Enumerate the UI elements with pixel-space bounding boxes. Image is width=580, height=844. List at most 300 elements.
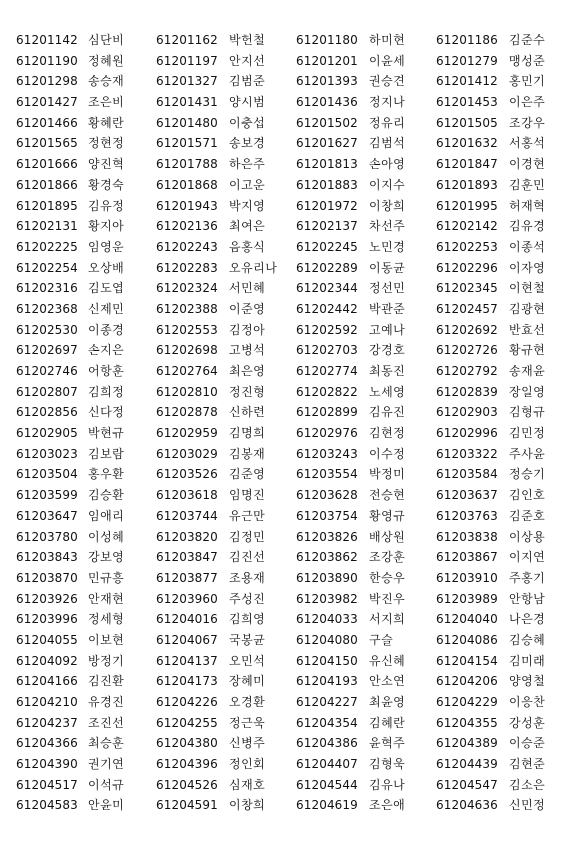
student-id: 61202726 <box>436 343 498 358</box>
student-name: 전승현 <box>369 488 406 503</box>
student-id: 61203838 <box>436 529 498 544</box>
student-name: 조용재 <box>229 570 266 585</box>
student-id: 61202253 <box>436 239 498 254</box>
student-name: 최동진 <box>369 364 406 378</box>
student-id: 61203322 <box>436 446 498 461</box>
student-id: 61204396 <box>156 757 218 772</box>
student-id: 61201571 <box>156 136 218 151</box>
student-id: 61202774 <box>296 364 358 378</box>
student-name: 이동균 <box>369 260 406 275</box>
student-id: 61203989 <box>436 591 498 606</box>
student-name: 최여은 <box>229 219 266 234</box>
student-name: 심단비 <box>88 33 125 47</box>
student-name: 심재호 <box>229 777 266 792</box>
student-id: 61203618 <box>156 488 218 503</box>
student-name: 이창희 <box>369 198 406 213</box>
student-id: 61204067 <box>156 632 218 647</box>
student-name: 맹성준 <box>509 53 546 68</box>
student-name: 주홍기 <box>509 570 546 585</box>
roster-row <box>0 237 580 258</box>
student-id: 61202697 <box>16 343 78 358</box>
student-id: 61201393 <box>296 74 358 89</box>
student-name: 이승준 <box>509 736 546 751</box>
student-id: 61202137 <box>296 219 358 234</box>
student-id: 61201788 <box>156 157 218 172</box>
student-name: 황지아 <box>88 219 125 234</box>
student-name: 이준영 <box>229 301 266 316</box>
student-name: 김광현 <box>509 301 546 316</box>
student-name: 정혜원 <box>88 53 125 68</box>
student-id: 61204237 <box>16 715 78 730</box>
student-name: 정근욱 <box>229 715 266 730</box>
student-name: 정현정 <box>88 136 125 151</box>
student-id: 61204526 <box>156 777 218 792</box>
student-id: 61201180 <box>296 33 358 47</box>
student-id: 61203029 <box>156 446 218 461</box>
student-name: 조강우 <box>509 115 546 130</box>
student-name: 노민경 <box>369 239 406 254</box>
student-id: 61201565 <box>16 136 78 151</box>
student-id: 61202592 <box>296 322 358 337</box>
roster-row <box>0 651 580 672</box>
student-name: 김진선 <box>229 550 266 565</box>
student-id: 61202553 <box>156 322 218 337</box>
student-id: 61202457 <box>436 301 498 316</box>
roster-row <box>0 527 580 548</box>
student-id: 61204619 <box>296 798 358 813</box>
roster-row <box>0 258 580 279</box>
student-name: 안재현 <box>88 591 125 606</box>
student-id: 61202142 <box>436 219 498 234</box>
student-name: 임영운 <box>88 239 125 254</box>
student-name: 안소연 <box>369 674 406 689</box>
student-name: 황규현 <box>509 343 546 358</box>
student-name: 정세형 <box>88 612 125 627</box>
student-name: 주사윤 <box>509 446 546 461</box>
roster-row <box>0 630 580 651</box>
student-id: 61201995 <box>436 198 498 213</box>
student-id: 61202324 <box>156 281 218 296</box>
roster-row <box>0 402 580 423</box>
student-name: 김정민 <box>229 529 266 544</box>
student-id: 61201453 <box>436 95 498 110</box>
student-id: 61204086 <box>436 632 498 647</box>
student-name: 노세영 <box>369 384 406 399</box>
student-id: 61204544 <box>296 777 358 792</box>
student-name: 구슬 <box>369 632 394 647</box>
student-name: 이석규 <box>88 777 125 792</box>
student-name: 임명진 <box>229 488 266 503</box>
student-id: 61204033 <box>296 612 358 627</box>
student-name: 김인호 <box>509 488 546 503</box>
student-id: 61201466 <box>16 115 78 130</box>
student-id: 61202296 <box>436 260 498 275</box>
student-name: 김범준 <box>229 74 266 89</box>
student-name: 주성진 <box>229 591 266 606</box>
roster-row <box>0 464 580 485</box>
student-name: 김준영 <box>229 467 266 482</box>
student-id: 61203780 <box>16 529 78 544</box>
student-name: 서홍석 <box>509 136 546 151</box>
student-id: 61202442 <box>296 301 358 316</box>
student-id: 61204055 <box>16 632 78 647</box>
student-name: 이창희 <box>229 798 266 813</box>
student-name: 정진형 <box>229 384 266 399</box>
student-id: 61203926 <box>16 591 78 606</box>
student-name: 김현정 <box>369 426 406 441</box>
roster-row <box>0 795 580 816</box>
roster-row <box>0 775 580 796</box>
student-id: 61201436 <box>296 95 358 110</box>
student-name: 이경현 <box>509 157 546 172</box>
student-name: 배상원 <box>369 529 406 544</box>
student-name: 박관준 <box>369 301 406 316</box>
student-id: 61204229 <box>436 695 498 709</box>
roster-row <box>0 154 580 175</box>
student-id: 61201327 <box>156 74 218 89</box>
student-name: 정승기 <box>509 467 546 482</box>
student-name: 박정미 <box>369 467 406 482</box>
student-name: 한승우 <box>369 570 406 585</box>
student-name: 양시범 <box>229 95 266 110</box>
student-id: 61202996 <box>436 426 498 441</box>
roster-row <box>0 175 580 196</box>
student-id: 61202807 <box>16 384 78 399</box>
student-id: 61204166 <box>16 674 78 689</box>
student-name: 서민혜 <box>229 281 266 296</box>
student-name: 이수정 <box>369 446 406 461</box>
student-name: 박헌철 <box>229 33 266 47</box>
student-name: 이지수 <box>369 177 406 192</box>
roster-row <box>0 216 580 237</box>
student-name: 김미래 <box>509 653 546 668</box>
student-id: 61201190 <box>16 53 78 68</box>
student-id: 61202344 <box>296 281 358 296</box>
student-name: 정지나 <box>369 95 406 110</box>
student-name: 정선민 <box>369 281 406 296</box>
student-name: 권기연 <box>88 757 125 772</box>
student-name: 박현규 <box>88 426 125 441</box>
student-id: 61203867 <box>436 550 498 565</box>
student-id: 61202316 <box>16 281 78 296</box>
student-id: 61202746 <box>16 364 78 378</box>
student-name: 김형규 <box>509 405 546 420</box>
student-name: 김준호 <box>509 508 546 523</box>
student-id: 61202703 <box>296 343 358 358</box>
student-id: 61203960 <box>156 591 218 606</box>
student-name: 신하련 <box>229 405 266 420</box>
student-id: 61203023 <box>16 446 78 461</box>
student-id: 61202792 <box>436 364 498 378</box>
student-name: 황경숙 <box>88 177 125 192</box>
roster-row <box>0 589 580 610</box>
student-id: 61201502 <box>296 115 358 130</box>
student-name: 김형욱 <box>369 757 406 772</box>
student-name: 권승견 <box>369 74 406 89</box>
student-name: 오경환 <box>229 695 266 709</box>
student-name: 유경진 <box>88 695 125 709</box>
student-id: 61204407 <box>296 757 358 772</box>
student-id: 61203890 <box>296 570 358 585</box>
student-name: 강성훈 <box>509 715 546 730</box>
student-id: 61204226 <box>156 695 218 709</box>
student-name: 김훈민 <box>509 177 546 192</box>
student-name: 안윤미 <box>88 798 125 813</box>
student-name: 김유경 <box>509 219 546 234</box>
student-id: 61201943 <box>156 198 218 213</box>
roster-row <box>0 71 580 92</box>
student-id: 61201632 <box>436 136 498 151</box>
student-name: 조은비 <box>88 95 125 110</box>
student-name: 손지은 <box>88 343 125 358</box>
student-id: 61202368 <box>16 301 78 316</box>
student-id: 61204517 <box>16 777 78 792</box>
student-name: 반효선 <box>509 322 546 337</box>
student-id: 61204154 <box>436 653 498 668</box>
student-id: 61203763 <box>436 508 498 523</box>
student-id: 61202289 <box>296 260 358 275</box>
student-name: 나은경 <box>509 612 546 627</box>
roster-row <box>0 361 580 382</box>
student-name: 민규흥 <box>88 570 125 585</box>
student-id: 61203647 <box>16 508 78 523</box>
student-id: 61203982 <box>296 591 358 606</box>
student-name: 김유정 <box>88 198 125 213</box>
student-name: 방정기 <box>88 653 125 668</box>
roster-row <box>0 713 580 734</box>
student-name: 음홍식 <box>229 239 266 254</box>
student-name: 김현준 <box>509 757 546 772</box>
student-id: 61204591 <box>156 798 218 813</box>
student-name: 김진환 <box>88 674 125 689</box>
student-id: 61203628 <box>296 488 358 503</box>
student-name: 송보경 <box>229 136 266 151</box>
student-name: 김승혜 <box>509 632 546 647</box>
student-id: 61202530 <box>16 322 78 337</box>
student-id: 61202839 <box>436 384 498 399</box>
student-id: 61203504 <box>16 467 78 482</box>
student-name: 손아영 <box>369 157 406 172</box>
student-name: 김보람 <box>88 446 125 461</box>
student-name: 하은주 <box>229 157 266 172</box>
roster-row <box>0 30 580 51</box>
student-id: 61204380 <box>156 736 218 751</box>
student-id: 61202254 <box>16 260 78 275</box>
student-id: 61202131 <box>16 219 78 234</box>
student-name: 강경호 <box>369 343 406 358</box>
student-id: 61202388 <box>156 301 218 316</box>
student-name: 김유나 <box>369 777 406 792</box>
student-name: 김희영 <box>229 612 266 627</box>
student-name: 이상용 <box>509 529 546 544</box>
student-id: 61202245 <box>296 239 358 254</box>
roster-row <box>0 299 580 320</box>
student-name: 이종석 <box>509 239 546 254</box>
student-name: 이자영 <box>509 260 546 275</box>
roster-row <box>0 51 580 72</box>
student-name: 이성혜 <box>88 529 125 544</box>
student-id: 61203554 <box>296 467 358 482</box>
student-id: 61201412 <box>436 74 498 89</box>
student-id: 61202959 <box>156 426 218 441</box>
student-id: 61201895 <box>16 198 78 213</box>
student-id: 61203862 <box>296 550 358 565</box>
student-id: 61202225 <box>16 239 78 254</box>
student-id: 61204092 <box>16 653 78 668</box>
student-id: 61201627 <box>296 136 358 151</box>
student-id: 61204547 <box>436 777 498 792</box>
student-name: 조진선 <box>88 715 125 730</box>
student-id: 61204137 <box>156 653 218 668</box>
roster-row <box>0 382 580 403</box>
student-name: 오상배 <box>88 260 125 275</box>
student-name: 장혜미 <box>229 674 266 689</box>
student-id: 61203637 <box>436 488 498 503</box>
student-id: 61203996 <box>16 612 78 627</box>
roster-row <box>0 754 580 775</box>
roster-row <box>0 133 580 154</box>
roster-row <box>0 444 580 465</box>
student-id: 61201505 <box>436 115 498 130</box>
student-id: 61201866 <box>16 177 78 192</box>
roster-row <box>0 692 580 713</box>
student-id: 61204040 <box>436 612 498 627</box>
student-id: 61201666 <box>16 157 78 172</box>
student-name: 윤혁주 <box>369 736 406 751</box>
student-id: 61201847 <box>436 157 498 172</box>
student-name: 송재윤 <box>509 364 546 378</box>
student-id: 61204193 <box>296 674 358 689</box>
roster-row <box>0 113 580 134</box>
student-id: 61201868 <box>156 177 218 192</box>
student-name: 차선주 <box>369 219 406 234</box>
student-name: 최승훈 <box>88 736 125 751</box>
student-name: 강보영 <box>88 550 125 565</box>
roster-row <box>0 733 580 754</box>
student-id: 61201298 <box>16 74 78 89</box>
roster-row <box>0 485 580 506</box>
student-name: 유근만 <box>229 508 266 523</box>
student-id: 61201142 <box>16 33 78 47</box>
student-name: 김유진 <box>369 405 406 420</box>
student-id: 61202899 <box>296 405 358 420</box>
student-id: 61201162 <box>156 33 218 47</box>
roster-row <box>0 671 580 692</box>
student-id: 61203870 <box>16 570 78 585</box>
student-id: 61201197 <box>156 53 218 68</box>
student-id: 61203843 <box>16 550 78 565</box>
student-id: 61202136 <box>156 219 218 234</box>
student-id: 61202878 <box>156 405 218 420</box>
roster-row <box>0 568 580 589</box>
student-id: 61203910 <box>436 570 498 585</box>
student-name: 신제민 <box>88 301 125 316</box>
student-id: 61202856 <box>16 405 78 420</box>
student-id: 61204355 <box>436 715 498 730</box>
student-name: 홍우환 <box>88 467 125 482</box>
student-id: 61204389 <box>436 736 498 751</box>
student-name: 어항훈 <box>88 364 125 378</box>
student-id: 61204173 <box>156 674 218 689</box>
student-id: 61203584 <box>436 467 498 482</box>
student-name: 이지연 <box>509 550 546 565</box>
student-id: 61204439 <box>436 757 498 772</box>
student-name: 하미현 <box>369 33 406 47</box>
student-name: 신다정 <box>88 405 125 420</box>
student-name: 김명희 <box>229 426 266 441</box>
student-name: 이은주 <box>509 95 546 110</box>
roster-row <box>0 278 580 299</box>
student-id: 61204150 <box>296 653 358 668</box>
roster-row <box>0 340 580 361</box>
student-id: 61204583 <box>16 798 78 813</box>
student-name: 이고운 <box>229 177 266 192</box>
student-id: 61204210 <box>16 695 78 709</box>
student-id: 61201893 <box>436 177 498 192</box>
student-name: 양영철 <box>509 674 546 689</box>
student-name: 오민석 <box>229 653 266 668</box>
student-name: 김준수 <box>509 33 546 47</box>
student-name: 이종경 <box>88 322 125 337</box>
student-id: 61201972 <box>296 198 358 213</box>
student-name: 최은영 <box>229 364 266 378</box>
student-name: 황영규 <box>369 508 406 523</box>
student-name: 김승환 <box>88 488 125 503</box>
student-name: 이응찬 <box>509 695 546 709</box>
student-id: 61202243 <box>156 239 218 254</box>
student-id: 61204354 <box>296 715 358 730</box>
roster-row <box>0 609 580 630</box>
student-id: 61204016 <box>156 612 218 627</box>
student-name: 김범석 <box>369 136 406 151</box>
student-name: 임애리 <box>88 508 125 523</box>
student-name: 김민정 <box>509 426 546 441</box>
student-name: 이충섭 <box>229 115 266 130</box>
student-id: 61202976 <box>296 426 358 441</box>
student-id: 61204636 <box>436 798 498 813</box>
roster-row <box>0 506 580 527</box>
student-name: 홍민기 <box>509 74 546 89</box>
student-name: 서지희 <box>369 612 406 627</box>
student-name: 고병석 <box>229 343 266 358</box>
student-name: 안지선 <box>229 53 266 68</box>
student-name: 국봉균 <box>229 632 266 647</box>
student-name: 김정아 <box>229 322 266 337</box>
student-id: 61204227 <box>296 695 358 709</box>
student-name: 오유리나 <box>229 260 278 275</box>
student-id: 61203744 <box>156 508 218 523</box>
student-roster <box>0 30 580 816</box>
student-id: 61202692 <box>436 322 498 337</box>
student-name: 황혜란 <box>88 115 125 130</box>
student-id: 61204206 <box>436 674 498 689</box>
student-name: 신병주 <box>229 736 266 751</box>
student-name: 조은애 <box>369 798 406 813</box>
student-id: 61201431 <box>156 95 218 110</box>
student-id: 61204366 <box>16 736 78 751</box>
student-id: 61204386 <box>296 736 358 751</box>
roster-row <box>0 423 580 444</box>
student-name: 허재혁 <box>509 198 546 213</box>
student-name: 정인회 <box>229 757 266 772</box>
student-id: 61203820 <box>156 529 218 544</box>
roster-row <box>0 92 580 113</box>
student-id: 61201813 <box>296 157 358 172</box>
student-name: 정유리 <box>369 115 406 130</box>
student-name: 박지영 <box>229 198 266 213</box>
student-id: 61202903 <box>436 405 498 420</box>
student-name: 박진우 <box>369 591 406 606</box>
